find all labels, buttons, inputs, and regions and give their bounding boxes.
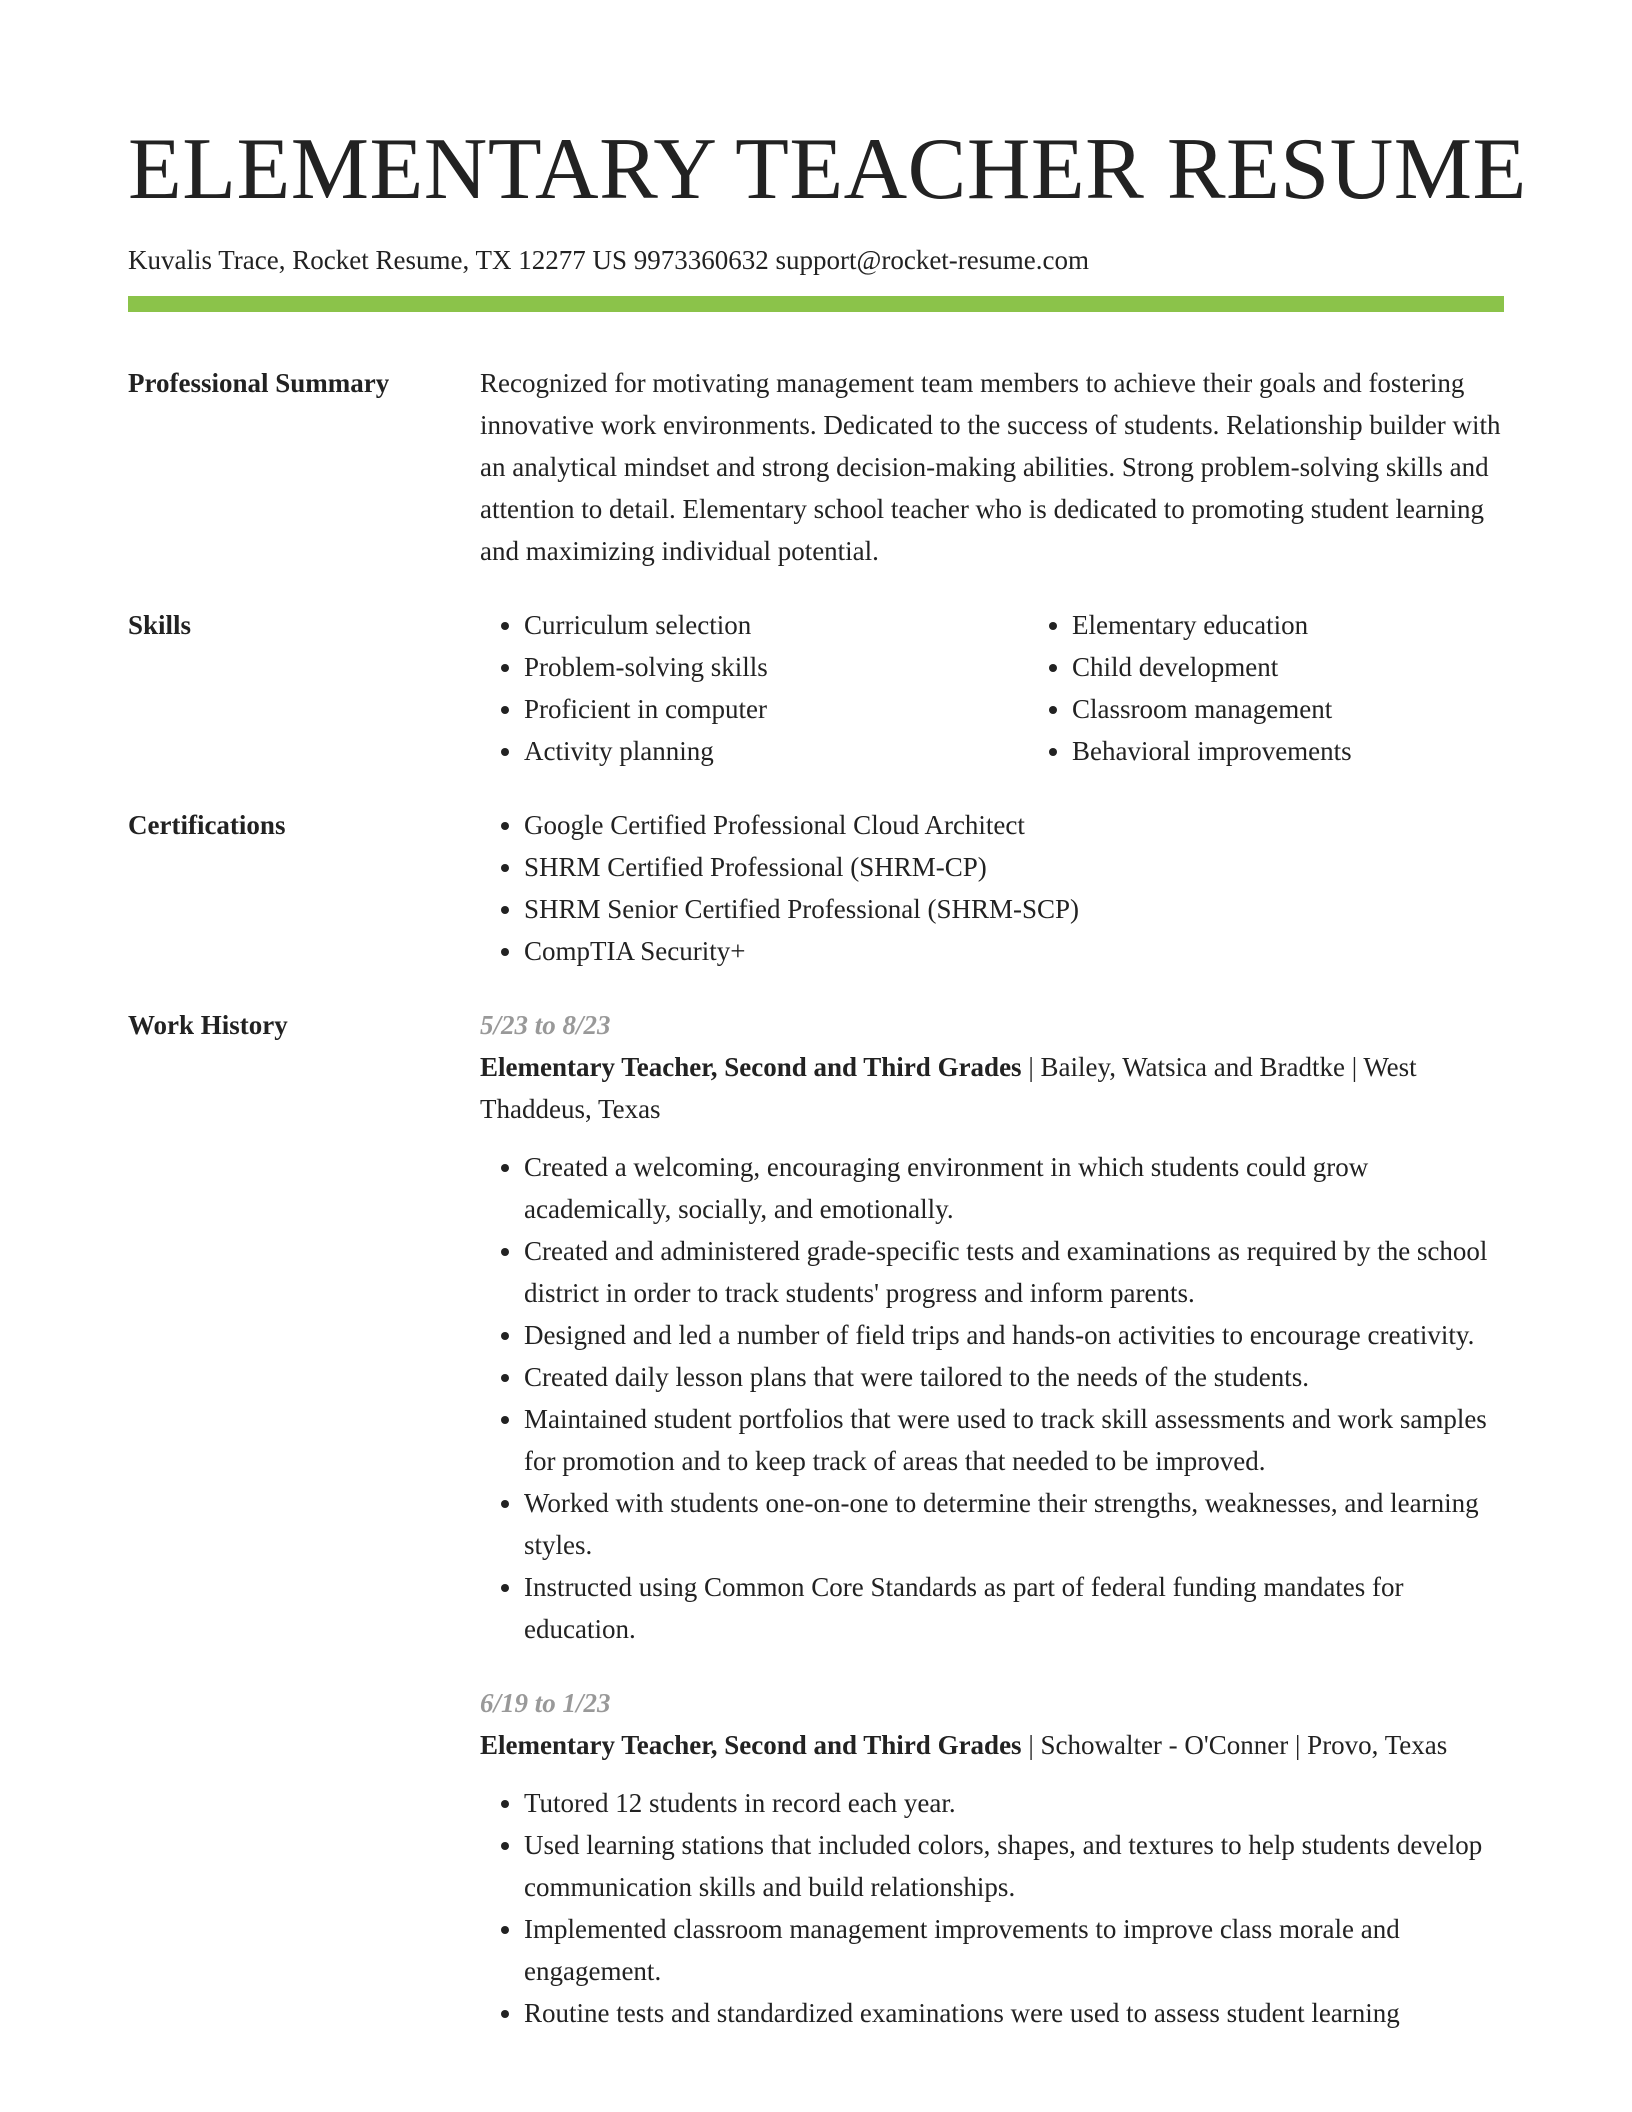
job-dates: 5/23 to 8/23	[480, 1010, 611, 1040]
certification-item: • Google Certified Professional Cloud Architect	[524, 804, 1504, 846]
skill-item: • Classroom management	[1072, 688, 1576, 730]
job-heading	[480, 1046, 1504, 1130]
job-employer-location: | Bailey, Watsica and Bradtke | West Thaddeus, Texas	[480, 1052, 1417, 1124]
section-work-history	[128, 1004, 1504, 2034]
job-bullet: • Tutored 12 students in record each year.	[524, 1782, 1504, 1824]
job-dates: 6/19 to 1/23	[480, 1688, 611, 1718]
skill-item: • Activity planning	[524, 730, 1028, 772]
job-bullet: • Worked with students one-on-one to determine their strengths, weaknesses, and learning styles.	[524, 1482, 1504, 1566]
certification-item: • CompTIA Security+	[524, 930, 1504, 972]
header-divider	[128, 296, 1504, 312]
section-certifications	[128, 804, 1504, 972]
job-bullet: • Designed and led a number of field trips and hands-on activities to encourage creativity.	[524, 1314, 1504, 1356]
section-body	[480, 1004, 1504, 2034]
skills-list-right	[1028, 604, 1576, 772]
job-heading	[480, 1724, 1504, 1766]
job-bullet: • Created and administered grade-specific tests and examinations as required by the school district in order to track students' progress and inform parents.	[524, 1230, 1504, 1314]
skill-item: • Behavioral improvements	[1072, 730, 1576, 772]
job-bullet: • Routine tests and standardized examinations were used to assess student learning	[524, 1992, 1504, 2034]
job-title: Elementary Teacher, Second and Third Grades	[480, 1730, 1022, 1760]
job-bullet: • Instructed using Common Core Standards as part of federal funding mandates for education.	[524, 1566, 1504, 1650]
job-bullets	[480, 1146, 1504, 1650]
job-bullet: • Created daily lesson plans that were tailored to the needs of the students.	[524, 1356, 1504, 1398]
section-professional-summary	[128, 362, 1504, 572]
certification-item: • SHRM Senior Certified Professional (SHRM-SCP)	[524, 888, 1504, 930]
section-skills	[128, 604, 1504, 772]
section-body	[480, 362, 1504, 572]
job-title: Elementary Teacher, Second and Third Grades	[480, 1052, 1022, 1082]
section-label: Work History	[128, 1010, 288, 1040]
section-label: Professional Summary	[128, 368, 390, 398]
section-body	[480, 804, 1504, 972]
skill-item: • Child development	[1072, 646, 1576, 688]
certification-item: • SHRM Certified Professional (SHRM-CP)	[524, 846, 1504, 888]
contact-phone: 9973360632	[633, 245, 769, 275]
contact-address: Kuvalis Trace, Rocket Resume, TX 12277 US	[128, 245, 627, 275]
section-label: Skills	[128, 610, 192, 640]
job-bullet: • Maintained student portfolios that were used to track skill assessments and work samples for promotion and to keep track of areas that needed to be improved.	[524, 1398, 1504, 1482]
skill-item: • Curriculum selection	[524, 604, 1028, 646]
skills-grid	[480, 604, 1576, 772]
summary-text: Recognized for motivating management team members to achieve their goals and fostering innovative work environments. Dedicated to the success of students. Relationship builder with an analytical mindset and strong decision-making abilities. Strong problem-solving skills and attention to detail. Elementary school teacher who is dedicated to promoting student learning and maximizing individual potential.	[480, 368, 1501, 566]
job-entry	[480, 1682, 1504, 2034]
job-bullet: • Used learning stations that included colors, shapes, and textures to help students develop communication skills and build relationships.	[524, 1824, 1504, 1908]
job-bullet: • Implemented classroom management improvements to improve class morale and engagement.	[524, 1908, 1504, 1992]
skill-item: • Proficient in computer	[524, 688, 1028, 730]
contact-line	[128, 244, 1504, 276]
job-bullet: • Created a welcoming, encouraging environment in which students could grow academically, socially, and emotionally.	[524, 1146, 1504, 1230]
resume-page	[128, 118, 1527, 2034]
certifications-list	[480, 804, 1504, 972]
skill-item: • Problem-solving skills	[524, 646, 1028, 688]
resume-title: ELEMENTARY TEACHER RESUME	[128, 121, 1527, 218]
job-bullets	[480, 1782, 1504, 2034]
section-label: Certifications	[128, 810, 286, 840]
job-entry	[480, 1004, 1504, 1650]
skill-item: • Elementary education	[1072, 604, 1576, 646]
job-employer-location: | Schowalter - O'Conner | Provo, Texas	[1021, 1730, 1448, 1760]
skills-list-left	[480, 604, 1028, 772]
contact-email: support@rocket-resume.com	[775, 245, 1090, 275]
